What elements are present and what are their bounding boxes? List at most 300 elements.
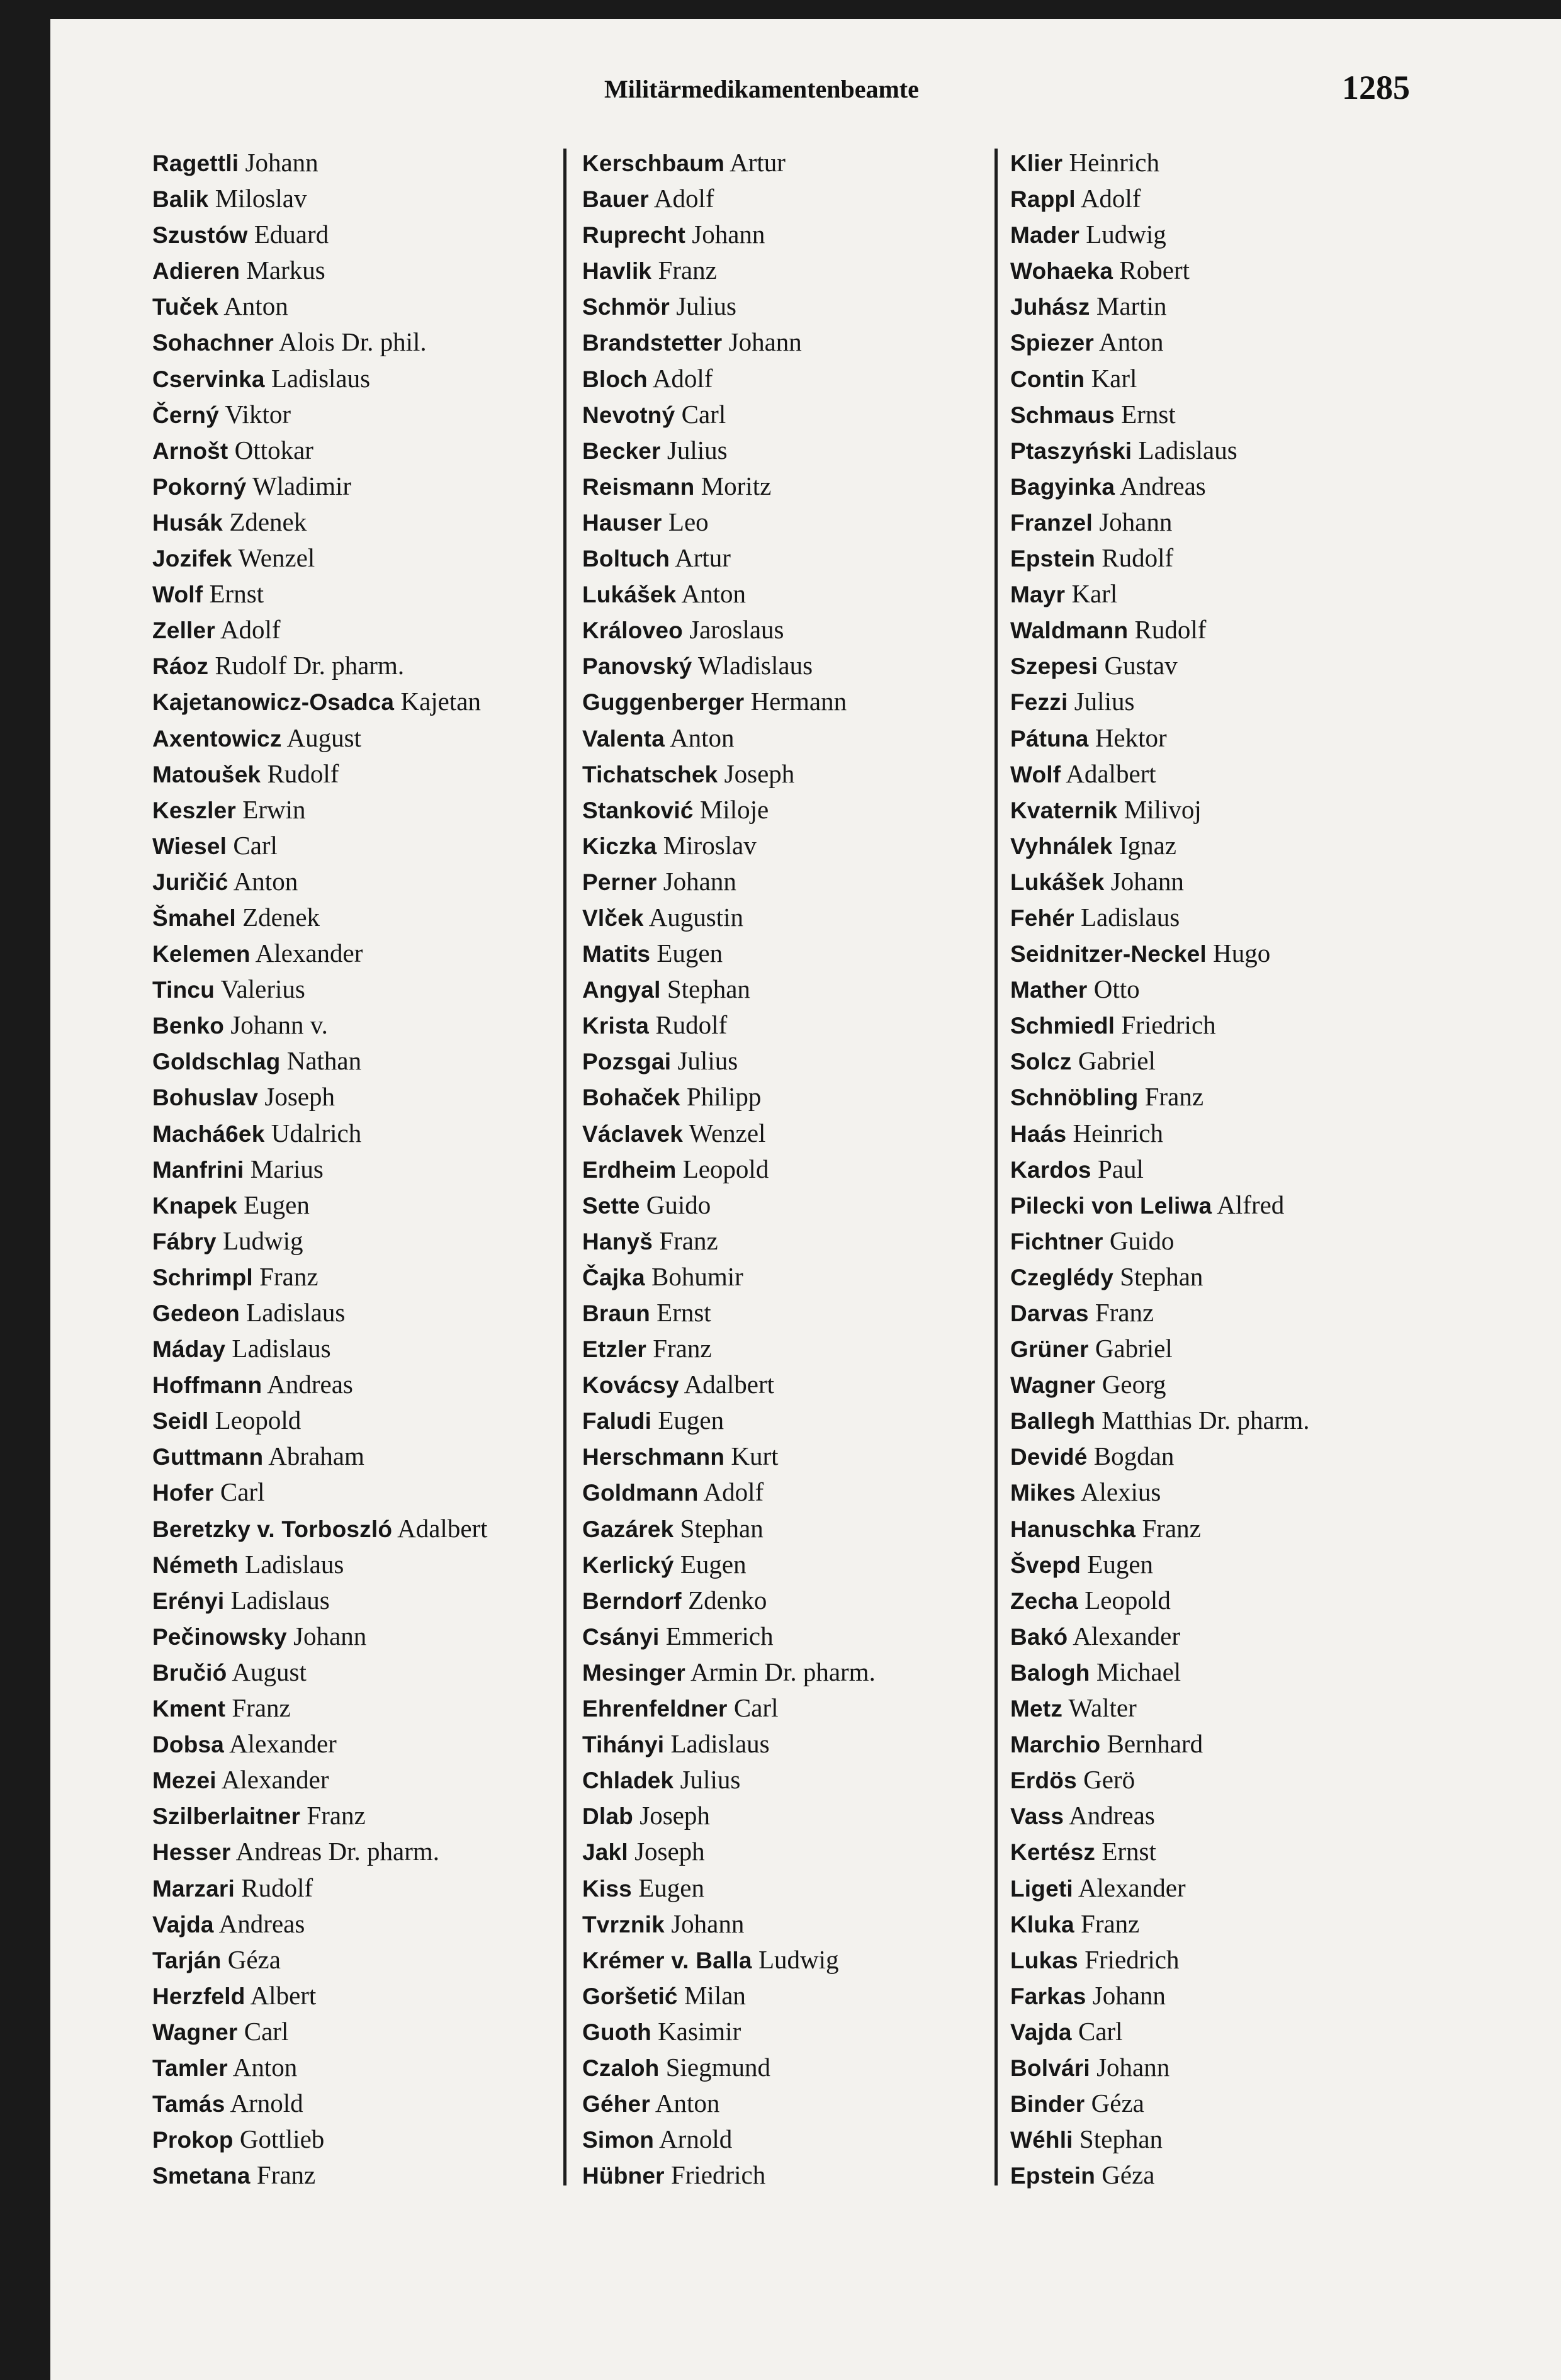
given-name: Hugo bbox=[1206, 939, 1271, 968]
given-name: Miroslav bbox=[657, 830, 757, 860]
name-entry bbox=[152, 2085, 488, 2121]
surname: Erényi bbox=[152, 1588, 225, 1614]
given-name: Alexius bbox=[1075, 1477, 1161, 1507]
surname: Zecha bbox=[1010, 1588, 1078, 1614]
given-name: Ludwig bbox=[1079, 220, 1166, 249]
name-entry bbox=[152, 900, 488, 935]
name-entry bbox=[582, 1618, 876, 1654]
name-entry bbox=[152, 648, 488, 684]
name-entry bbox=[1010, 720, 1310, 756]
given-name: Gustav bbox=[1098, 651, 1178, 680]
surname: Mesinger bbox=[582, 1659, 686, 1686]
surname: Fehér bbox=[1010, 905, 1074, 931]
name-entry bbox=[152, 468, 488, 504]
surname: Tihányi bbox=[582, 1732, 665, 1758]
given-name: Alois Dr. phil. bbox=[274, 327, 427, 357]
surname: Balik bbox=[152, 186, 209, 213]
given-name: Ludwig bbox=[752, 1944, 839, 1974]
surname: Kerlický bbox=[582, 1552, 674, 1578]
surname: Berndorf bbox=[582, 1588, 682, 1614]
name-entry bbox=[1010, 1798, 1310, 1834]
surname: Wagner bbox=[1010, 1372, 1096, 1399]
name-entry bbox=[582, 324, 876, 360]
name-entry bbox=[152, 1007, 488, 1043]
surname: Binder bbox=[1010, 2091, 1085, 2118]
name-entry bbox=[582, 935, 876, 971]
surname: Csányi bbox=[582, 1623, 660, 1650]
name-entry bbox=[152, 1151, 488, 1187]
surname: Epstein bbox=[1010, 2163, 1096, 2189]
given-name: Rudolf bbox=[649, 1010, 728, 1040]
surname: Bloch bbox=[582, 366, 648, 392]
surname: Čajka bbox=[582, 1264, 645, 1290]
surname: Kertész bbox=[1010, 1839, 1096, 1866]
name-entry bbox=[152, 2050, 488, 2085]
given-name: Franz bbox=[1138, 1082, 1204, 1112]
surname: Bakó bbox=[1010, 1623, 1068, 1650]
given-name: Julius bbox=[673, 1765, 741, 1795]
surname: Tichatschek bbox=[582, 761, 718, 787]
given-name: Anton bbox=[227, 2052, 298, 2082]
given-name: Ernst bbox=[1114, 399, 1176, 429]
name-entry bbox=[152, 684, 488, 719]
name-entry bbox=[152, 504, 488, 540]
name-entry bbox=[1010, 1942, 1310, 1978]
given-name: Arnold bbox=[654, 2124, 733, 2154]
name-entry bbox=[582, 468, 876, 504]
surname: Chladek bbox=[582, 1768, 674, 1794]
given-name: Marius bbox=[244, 1154, 324, 1183]
given-name: Markus bbox=[240, 256, 325, 285]
given-name: Ignaz bbox=[1112, 830, 1177, 860]
given-name: Gottlieb bbox=[233, 2124, 325, 2154]
surname: Matoušek bbox=[152, 761, 261, 787]
given-name: Leopold bbox=[1078, 1585, 1171, 1615]
given-name: Eugen bbox=[631, 1873, 704, 1902]
surname: Krémer v. Balla bbox=[582, 1947, 752, 1973]
surname: Václavek bbox=[582, 1120, 684, 1147]
surname: Hanyš bbox=[582, 1228, 653, 1255]
given-name: Guido bbox=[640, 1190, 711, 1219]
given-name: Stephan bbox=[1113, 1261, 1203, 1291]
given-name: Ladislaus bbox=[224, 1585, 330, 1615]
surname: Gazárek bbox=[582, 1516, 674, 1542]
name-entry bbox=[582, 900, 876, 935]
surname: Bagyinka bbox=[1010, 473, 1115, 500]
name-entry bbox=[582, 971, 876, 1007]
name-entry bbox=[582, 1402, 876, 1438]
name-entry bbox=[1010, 181, 1310, 217]
name-entry bbox=[152, 252, 488, 288]
surname: Nevotný bbox=[582, 402, 675, 428]
name-entry bbox=[152, 145, 488, 181]
name-entry bbox=[1010, 2014, 1310, 2050]
surname: Beretzky v. Torboszló bbox=[152, 1516, 393, 1542]
name-entry bbox=[152, 1079, 488, 1115]
name-entry bbox=[1010, 1690, 1310, 1726]
surname: Ehrenfeldner bbox=[582, 1696, 728, 1722]
surname: Bručió bbox=[152, 1659, 227, 1686]
name-entry bbox=[582, 1511, 876, 1547]
given-name: Joseph bbox=[258, 1082, 335, 1112]
surname: Ptaszyński bbox=[1010, 437, 1132, 464]
surname: Pátuna bbox=[1010, 725, 1089, 752]
surname: Szilberlaitner bbox=[152, 1803, 301, 1830]
given-name: Artur bbox=[724, 148, 786, 177]
surname: Schnöbling bbox=[1010, 1085, 1139, 1111]
name-entry bbox=[582, 1798, 876, 1834]
surname: Zeller bbox=[152, 618, 215, 644]
given-name: Carl bbox=[675, 399, 726, 429]
name-entry bbox=[1010, 2157, 1310, 2193]
given-name: Rudolf bbox=[261, 759, 339, 788]
name-entry bbox=[1010, 1438, 1310, 1474]
given-name: Ladislaus bbox=[1132, 435, 1237, 465]
surname: Guoth bbox=[582, 2019, 651, 2045]
name-entry bbox=[1010, 252, 1310, 288]
name-entry bbox=[152, 1115, 488, 1151]
given-name: Friedrich bbox=[1078, 1944, 1180, 1974]
surname: Wohaeka bbox=[1010, 258, 1113, 285]
name-entry bbox=[582, 2050, 876, 2085]
given-name: Johann v. bbox=[224, 1010, 328, 1040]
given-name: Eugen bbox=[1081, 1549, 1154, 1579]
name-entry bbox=[152, 1798, 488, 1834]
name-entry bbox=[152, 1870, 488, 1906]
name-entry bbox=[1010, 1079, 1310, 1115]
surname: Braun bbox=[582, 1300, 650, 1326]
name-entry bbox=[582, 1115, 876, 1151]
given-name: Augustin bbox=[643, 902, 744, 932]
given-name: Andreas Dr. pharm. bbox=[230, 1837, 439, 1866]
given-name: Joseph bbox=[628, 1837, 705, 1866]
name-entry bbox=[582, 1690, 876, 1726]
surname: Schmiedl bbox=[1010, 1013, 1115, 1039]
name-entry bbox=[152, 1474, 488, 1510]
surname: Seidl bbox=[152, 1408, 209, 1435]
name-entry bbox=[152, 1906, 488, 1942]
name-entry bbox=[582, 2121, 876, 2157]
given-name: Johann bbox=[1104, 866, 1184, 896]
name-entry bbox=[152, 1331, 488, 1367]
name-entry bbox=[582, 1151, 876, 1187]
given-name: Stephan bbox=[1073, 2124, 1163, 2154]
column-rule bbox=[563, 149, 566, 2185]
name-entry bbox=[1010, 756, 1310, 792]
given-name: Rudolf Dr. pharm. bbox=[208, 651, 405, 680]
given-name: Leopold bbox=[676, 1154, 769, 1183]
name-entry bbox=[1010, 684, 1310, 719]
name-entry bbox=[1010, 792, 1310, 828]
name-entry bbox=[582, 1295, 876, 1331]
name-entry bbox=[582, 1942, 876, 1978]
surname: Hoffmann bbox=[152, 1372, 262, 1399]
given-name: Franz bbox=[646, 1334, 712, 1363]
surname: Wolf bbox=[152, 582, 203, 608]
surname: Szustów bbox=[152, 222, 248, 249]
surname: Lukášek bbox=[1010, 869, 1105, 895]
name-entry bbox=[152, 935, 488, 971]
name-entry bbox=[152, 1762, 488, 1798]
surname: Fichtner bbox=[1010, 1228, 1103, 1255]
given-name: Hermann bbox=[744, 687, 847, 716]
name-entry bbox=[582, 432, 876, 468]
name-entry bbox=[582, 684, 876, 719]
given-name: Ladislaus bbox=[238, 1549, 344, 1579]
surname: Szepesi bbox=[1010, 653, 1098, 680]
surname: Metz bbox=[1010, 1696, 1063, 1722]
name-column-2 bbox=[582, 145, 876, 2193]
given-name: Friedrich bbox=[664, 2160, 766, 2190]
name-entry bbox=[582, 1654, 876, 1690]
surname: Smetana bbox=[152, 2163, 251, 2189]
surname: Franzel bbox=[1010, 509, 1093, 536]
given-name: Moritz bbox=[694, 471, 772, 500]
surname: Dobsa bbox=[152, 1732, 225, 1758]
given-name: Julius bbox=[660, 435, 728, 465]
name-entry bbox=[152, 1438, 488, 1474]
surname: Tuček bbox=[152, 294, 219, 320]
given-name: Valerius bbox=[215, 974, 305, 1004]
given-name: Eugen bbox=[650, 939, 723, 968]
surname: Darvas bbox=[1010, 1300, 1089, 1326]
name-entry bbox=[1010, 612, 1310, 648]
name-entry bbox=[1010, 1402, 1310, 1438]
name-entry bbox=[582, 1474, 876, 1510]
given-name: Ladislaus bbox=[664, 1729, 770, 1759]
name-entry bbox=[582, 1978, 876, 2014]
given-name: Kajetan bbox=[394, 687, 481, 716]
name-entry bbox=[582, 2157, 876, 2193]
surname: Panovský bbox=[582, 653, 692, 680]
given-name: Johann bbox=[1090, 2052, 1170, 2082]
name-entry bbox=[1010, 1762, 1310, 1798]
given-name: Ladislaus bbox=[239, 1298, 346, 1327]
surname: Husák bbox=[152, 509, 223, 536]
name-entry bbox=[1010, 1115, 1310, 1151]
name-entry bbox=[582, 1331, 876, 1367]
name-entry bbox=[582, 1870, 876, 1906]
given-name: Zdenko bbox=[681, 1585, 767, 1615]
surname: Hauser bbox=[582, 509, 662, 536]
surname: Fezzi bbox=[1010, 689, 1068, 716]
running-head: Militärmedikamentenbeamte bbox=[604, 75, 919, 103]
name-entry bbox=[152, 720, 488, 756]
given-name: Wladislaus bbox=[692, 651, 813, 680]
name-entry bbox=[152, 1259, 488, 1295]
surname: Perner bbox=[582, 869, 657, 895]
given-name: Johann bbox=[239, 148, 318, 177]
name-entry bbox=[1010, 971, 1310, 1007]
name-entry bbox=[152, 612, 488, 648]
given-name: Johann bbox=[286, 1621, 367, 1650]
given-name: August bbox=[227, 1657, 307, 1686]
given-name: Adalbert bbox=[679, 1370, 775, 1399]
given-name: Ernst bbox=[650, 1298, 711, 1327]
surname: Tamler bbox=[152, 2055, 228, 2081]
surname: Tincu bbox=[152, 977, 215, 1003]
given-name: Andreas bbox=[262, 1370, 353, 1399]
surname: Mayr bbox=[1010, 582, 1066, 608]
name-entry bbox=[582, 252, 876, 288]
surname: Vajda bbox=[152, 1911, 214, 1937]
surname: Ráoz bbox=[152, 653, 209, 680]
surname: Benko bbox=[152, 1013, 225, 1039]
name-entry bbox=[152, 181, 488, 217]
name-entry bbox=[1010, 288, 1310, 324]
surname: Angyal bbox=[582, 977, 661, 1003]
given-name: Wenzel bbox=[683, 1118, 766, 1148]
name-entry bbox=[1010, 1331, 1310, 1367]
given-name: Ladislaus bbox=[225, 1334, 331, 1363]
surname: Pečinowsky bbox=[152, 1623, 287, 1650]
name-entry bbox=[1010, 145, 1310, 181]
surname: Erdös bbox=[1010, 1768, 1077, 1794]
given-name: Milivoj bbox=[1117, 794, 1202, 824]
surname: Matits bbox=[582, 941, 651, 967]
name-entry bbox=[152, 2014, 488, 2050]
given-name: Ernst bbox=[1095, 1837, 1156, 1866]
surname: Havlik bbox=[582, 258, 652, 285]
surname: Bolvári bbox=[1010, 2055, 1090, 2081]
surname: Wolf bbox=[1010, 761, 1061, 787]
name-entry bbox=[1010, 397, 1310, 432]
surname: Spiezer bbox=[1010, 330, 1095, 356]
given-name: Udalrich bbox=[264, 1118, 362, 1148]
name-entry bbox=[152, 576, 488, 612]
name-entry bbox=[152, 1582, 488, 1618]
name-entry bbox=[152, 1654, 488, 1690]
surname: Švepd bbox=[1010, 1552, 1081, 1578]
name-entry bbox=[152, 1547, 488, 1582]
given-name: Johann bbox=[722, 327, 802, 357]
name-entry bbox=[152, 397, 488, 432]
name-entry bbox=[152, 288, 488, 324]
surname: Vajda bbox=[1010, 2019, 1072, 2045]
surname: Becker bbox=[582, 437, 661, 464]
surname: Manfrini bbox=[152, 1156, 244, 1183]
given-name: Anton bbox=[676, 579, 746, 609]
surname: Hesser bbox=[152, 1839, 231, 1866]
name-entry bbox=[152, 2121, 488, 2157]
name-entry bbox=[582, 864, 876, 900]
surname: Pilecki von Leliwa bbox=[1010, 1192, 1212, 1219]
given-name: Ernst bbox=[203, 579, 264, 609]
given-name: Heinrich bbox=[1066, 1118, 1163, 1148]
given-name: Bogdan bbox=[1087, 1441, 1175, 1471]
given-name: Adalbert bbox=[1061, 759, 1156, 788]
page-number: 1285 bbox=[1342, 69, 1410, 106]
surname: Tarján bbox=[152, 1947, 222, 1973]
surname: Guggenberger bbox=[582, 689, 745, 716]
name-entry bbox=[582, 2014, 876, 2050]
given-name: Philipp bbox=[680, 1082, 762, 1112]
surname: Tvrznik bbox=[582, 1911, 665, 1937]
name-entry bbox=[582, 288, 876, 324]
name-entry bbox=[152, 828, 488, 864]
name-entry bbox=[582, 1582, 876, 1618]
name-entry bbox=[152, 1367, 488, 1402]
name-entry bbox=[582, 1547, 876, 1582]
name-entry bbox=[1010, 1978, 1310, 2014]
name-entry bbox=[1010, 864, 1310, 900]
surname: Vlček bbox=[582, 905, 644, 931]
name-entry bbox=[582, 1367, 876, 1402]
name-entry bbox=[152, 1511, 488, 1547]
surname: Kovácsy bbox=[582, 1372, 679, 1399]
name-entry bbox=[152, 1223, 488, 1259]
name-entry bbox=[1010, 935, 1310, 971]
name-entry bbox=[582, 1043, 876, 1079]
surname: Hanuschka bbox=[1010, 1516, 1136, 1542]
given-name: Franz bbox=[1136, 1513, 1201, 1543]
surname: Brandstetter bbox=[582, 330, 723, 356]
given-name: Heinrich bbox=[1062, 148, 1159, 177]
surname: Czaloh bbox=[582, 2055, 660, 2081]
surname: Juhász bbox=[1010, 294, 1090, 320]
given-name: Miloslav bbox=[208, 184, 307, 213]
surname: Haás bbox=[1010, 1120, 1067, 1147]
given-name: Jaroslaus bbox=[682, 615, 784, 645]
given-name: Friedrich bbox=[1115, 1010, 1216, 1040]
surname: Hübner bbox=[582, 2163, 665, 2189]
name-entry bbox=[582, 1187, 876, 1223]
given-name: Eugen bbox=[673, 1549, 747, 1579]
surname: Grüner bbox=[1010, 1336, 1089, 1363]
given-name: Franz bbox=[250, 2160, 316, 2190]
surname: Bohaček bbox=[582, 1085, 680, 1111]
name-entry bbox=[152, 1402, 488, 1438]
surname: Krista bbox=[582, 1013, 650, 1039]
name-entry bbox=[582, 576, 876, 612]
name-entry bbox=[152, 1187, 488, 1223]
surname: Kment bbox=[152, 1696, 226, 1722]
surname: Kvaternik bbox=[1010, 797, 1118, 823]
given-name: Joseph bbox=[633, 1801, 710, 1830]
name-entry bbox=[1010, 828, 1310, 864]
surname: Vass bbox=[1010, 1803, 1064, 1830]
surname: Marchio bbox=[1010, 1732, 1101, 1758]
surname: Géher bbox=[582, 2091, 650, 2118]
given-name: Johann bbox=[1092, 507, 1173, 536]
given-name: Alexander bbox=[216, 1765, 329, 1795]
surname: Faludi bbox=[582, 1408, 652, 1435]
name-entry bbox=[152, 432, 488, 468]
given-name: Miloje bbox=[693, 794, 769, 824]
given-name: Hektor bbox=[1088, 723, 1167, 752]
given-name: Emmerich bbox=[659, 1621, 774, 1650]
surname: Šmahel bbox=[152, 905, 236, 931]
given-name: Kurt bbox=[724, 1441, 779, 1471]
given-name: Artur bbox=[670, 543, 731, 573]
name-entry bbox=[582, 1007, 876, 1043]
name-entry bbox=[1010, 648, 1310, 684]
name-entry bbox=[1010, 504, 1310, 540]
name-column-1 bbox=[152, 145, 488, 2193]
name-entry bbox=[1010, 540, 1310, 576]
given-name: Martin bbox=[1090, 291, 1167, 321]
given-name: Leo bbox=[662, 507, 709, 536]
name-entry bbox=[582, 397, 876, 432]
surname: Pokorný bbox=[152, 473, 247, 500]
given-name: Erwin bbox=[236, 794, 306, 824]
given-name: Alexander bbox=[250, 939, 363, 968]
given-name: Carl bbox=[227, 830, 278, 860]
given-name: Joseph bbox=[718, 759, 795, 788]
given-name: Rudolf bbox=[1128, 615, 1207, 645]
surname: Herschmann bbox=[582, 1444, 725, 1470]
surname: Balogh bbox=[1010, 1659, 1090, 1686]
